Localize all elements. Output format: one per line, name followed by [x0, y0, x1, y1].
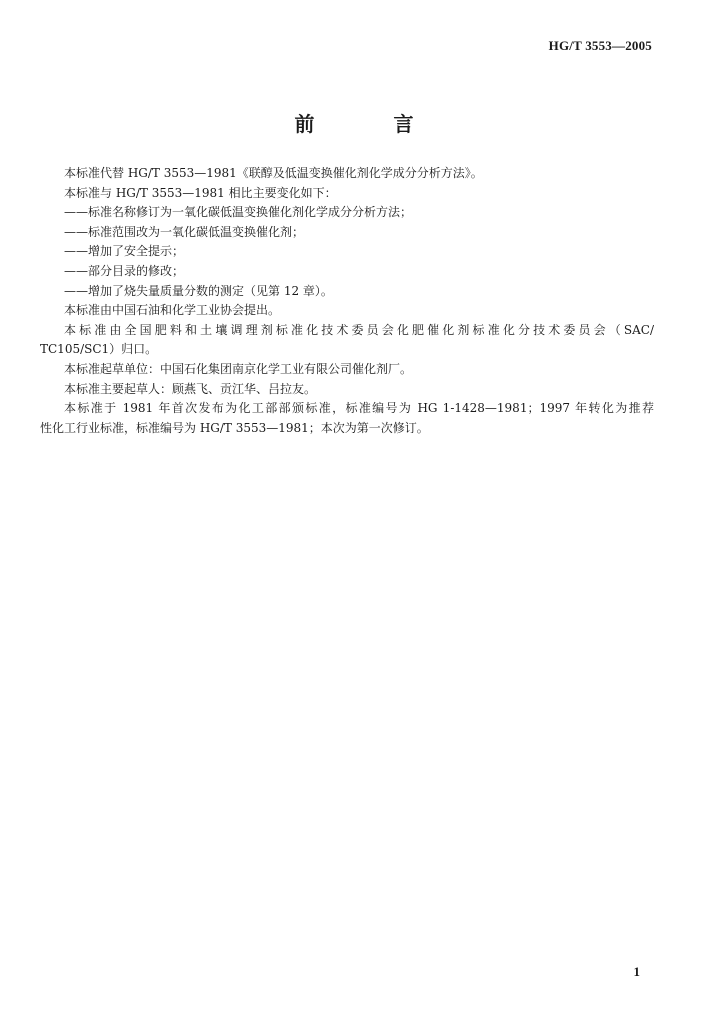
list-item: ——增加了安全提示； [64, 244, 185, 259]
paragraph-line: 本标准起草单位：中国石化集团南京化学工业有限公司催化剂厂。 [64, 361, 413, 376]
paragraph-line: 本标准由中国石油和化学工业协会提出。 [64, 303, 281, 318]
paragraph-line: 本标准与 HG/T 3553—1981 相比主要变化如下： [64, 185, 337, 200]
paragraph-line: TC105/SC1）归口。 [40, 342, 158, 357]
paragraph-line: 本标准代替 HG/T 3553—1981《联醇及低温变换催化剂化学成分分析方法》。 [64, 166, 483, 180]
paragraph-line: 本标准于 1981 年首次发布为化工部部颁标准，标准编号为 HG 1-1428—1981；1997 年转化为推荐 [64, 401, 654, 416]
list-item: ——增加了烧失量质量分数的测定（见第 12 章）。 [64, 283, 333, 298]
page-number: 1 [633, 964, 640, 979]
paragraph-line: 性化工行业标准，标准编号为 HG/T 3553—1981；本次为第一次修订。 [40, 420, 429, 435]
list-item: ——部分目录的修改； [64, 263, 185, 278]
foreword-body [40, 164, 654, 438]
list-item: ——标准名称修订为一氧化碳低温变换催化剂化学成分分析方法； [64, 205, 413, 220]
list-item: ——标准范围改为一氧化碳低温变换催化剂； [64, 224, 305, 239]
paragraph-line: 本标准由全国肥料和土壤调理剂标准化技术委员会化肥催化剂标准化分技术委员会（SAC/ [64, 322, 654, 337]
page-title: 前 言 [294, 112, 450, 136]
paragraph-line: 本标准主要起草人：顾燕飞、贡江华、吕拉友。 [64, 381, 317, 396]
standard-code: HG/T 3553—2005 [548, 38, 652, 53]
